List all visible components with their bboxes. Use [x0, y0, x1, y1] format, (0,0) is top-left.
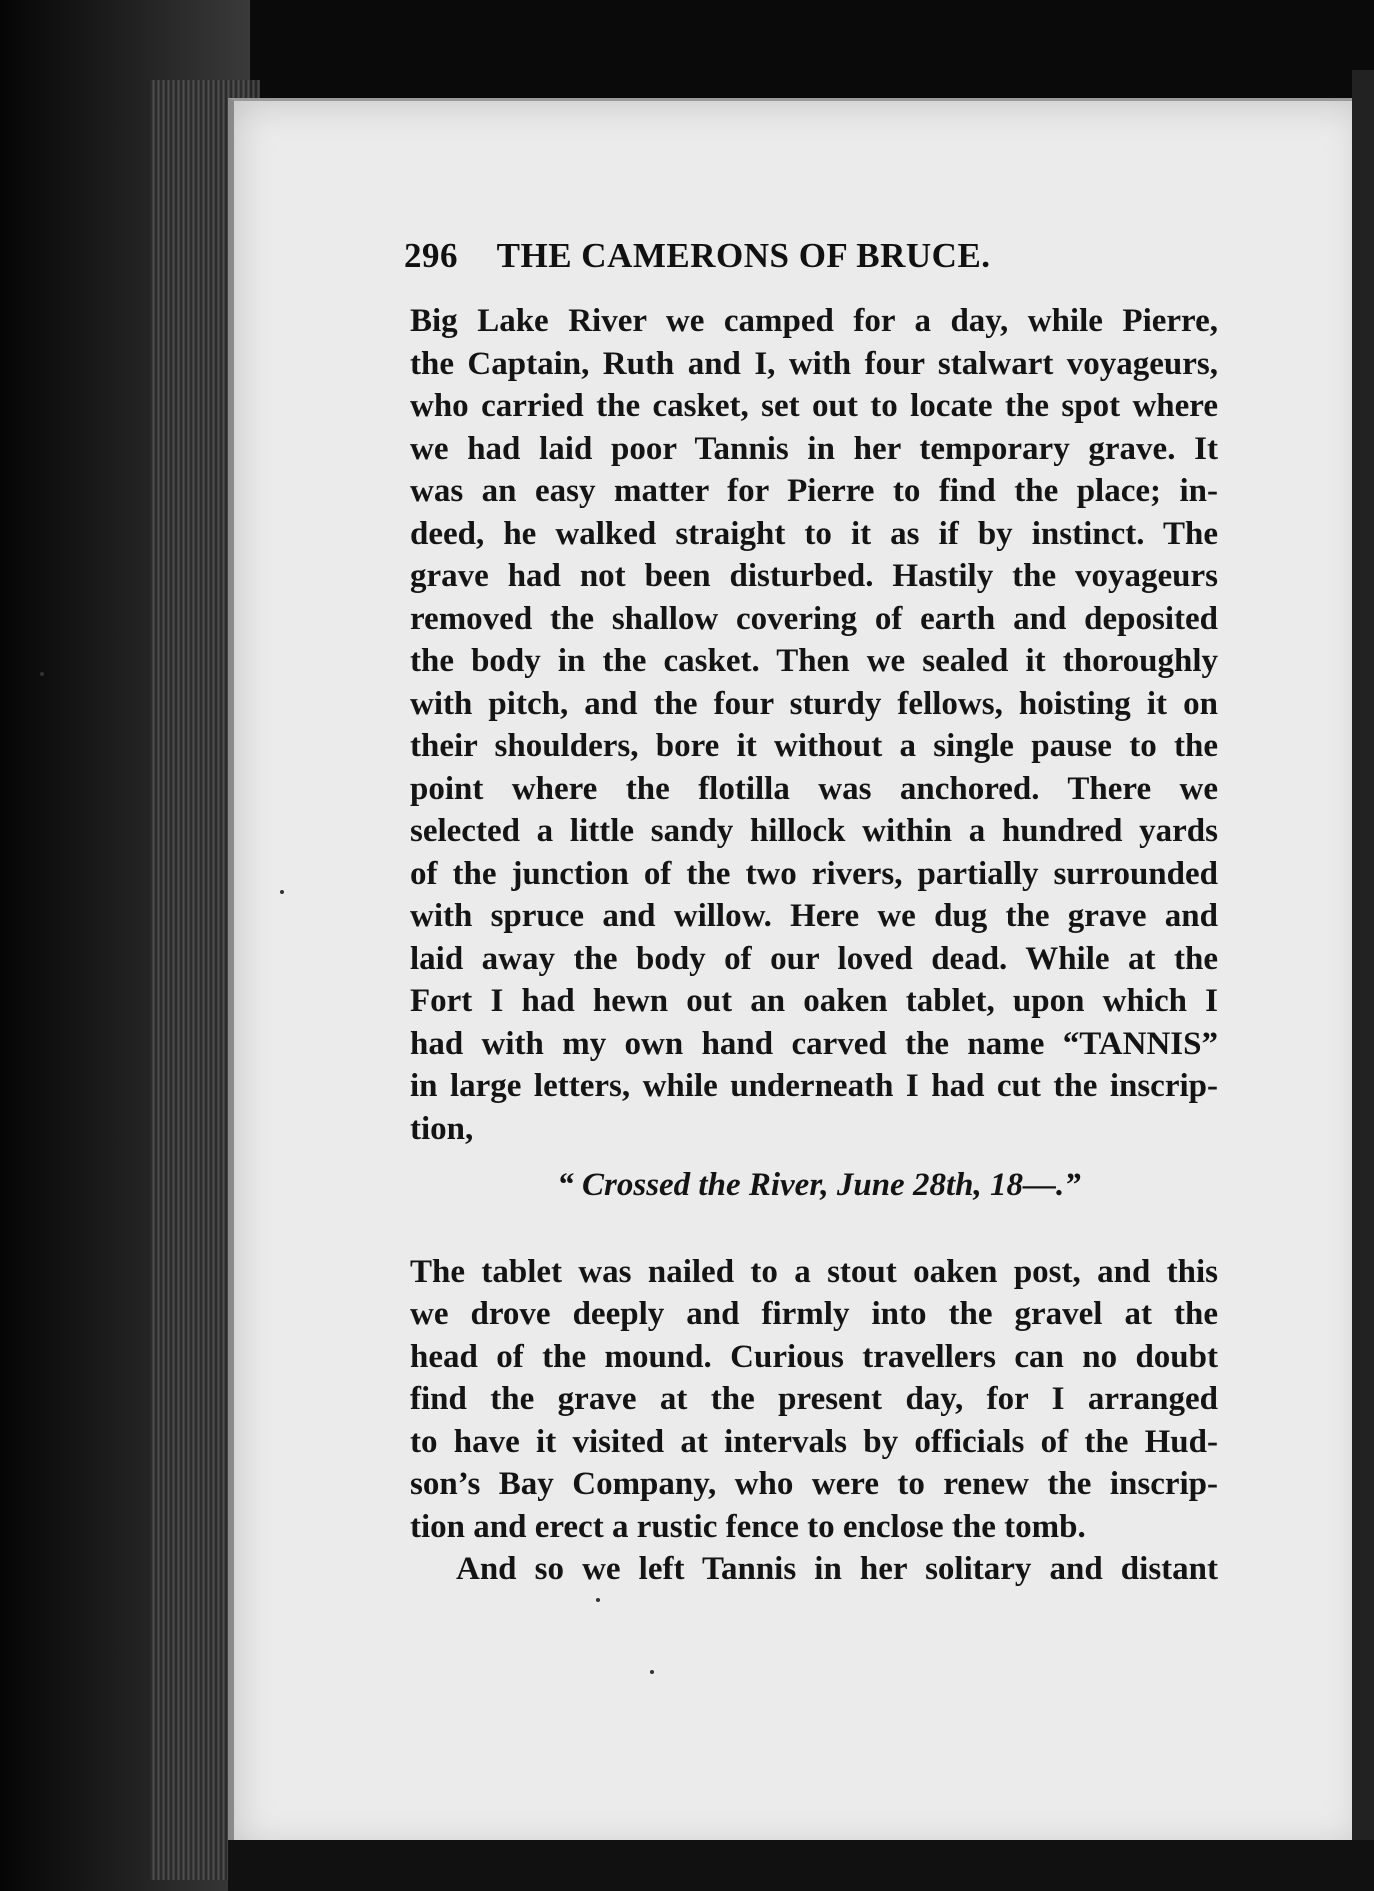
text-line: had with my own hand carved the name “TANNIS” [410, 1025, 1218, 1062]
text-line: grave had not been disturbed. Hastily the voyageurs [410, 558, 1218, 594]
text-line: removed the shallow covering of earth and deposited [410, 600, 1218, 637]
text-line: was an easy matter for Pierre to find the place; in- [410, 473, 1218, 509]
text-line: the Captain, Ruth and I, with four stalwart voyageurs, [410, 345, 1218, 382]
text-line: Big Lake River we camped for a day, while Pierre, [410, 303, 1218, 339]
running-title: THE CAMERONS OF BRUCE. [496, 236, 991, 275]
text-line: point where the flotilla was anchored. There we [410, 770, 1218, 807]
text-line: we drove deeply and firmly into the gravel at the [410, 1296, 1218, 1332]
paragraph [410, 1251, 1218, 1549]
text-line: And so we left Tannis in her solitary and distant [456, 1551, 1218, 1587]
text-line: find the grave at the present day, for I arranged [410, 1381, 1218, 1417]
speck [280, 890, 284, 894]
speck [650, 1670, 654, 1674]
text-line: deed, he walked straight to it as if by instinct. The [410, 515, 1218, 552]
text-line: in large letters, while underneath I had cut the inscrip- [410, 1068, 1218, 1104]
text-line: The tablet was nailed to a stout oaken post, and this [410, 1253, 1218, 1290]
text-line: who carried the casket, set out to locate the spot where [410, 388, 1218, 424]
speck [40, 672, 44, 676]
bottom-edge-shadow [228, 1840, 1374, 1891]
text-line: son’s Bay Company, who were to renew the inscrip- [410, 1466, 1218, 1502]
running-header [404, 236, 1204, 276]
text-line: selected a little sandy hillock within a hundred yards [410, 813, 1218, 849]
text-line: the body in the casket. Then we sealed it thoroughly [410, 643, 1218, 679]
inscription: “ Crossed the River, June 28th, 18—.” [557, 1167, 1081, 1203]
text-line: with pitch, and the four sturdy fellows, hoisting it on [410, 685, 1218, 722]
text-line: of the junction of the two rivers, partially surrounded [410, 855, 1218, 892]
text-line: their shoulders, bore it without a single pause to the [410, 728, 1218, 764]
text-line: to have it visited at intervals by officials of the Hud- [410, 1423, 1218, 1460]
text-line: with spruce and willow. Here we dug the grave and [410, 898, 1218, 934]
right-edge-shadow [1352, 70, 1374, 1860]
body-text [410, 300, 1218, 1591]
text-line: tion and erect a rustic fence to enclose the tomb. [410, 1508, 1086, 1545]
page-number: 296 [404, 236, 458, 275]
paragraph [410, 300, 1218, 1150]
text-line: head of the mound. Curious travellers can no doubt [410, 1338, 1218, 1375]
speck [596, 1598, 600, 1602]
paragraph [410, 1548, 1218, 1591]
text-line: Fort I had hewn out an oaken tablet, upon which I [410, 983, 1218, 1019]
text-line: tion, [410, 1110, 474, 1147]
text-line: we had laid poor Tannis in her temporary grave. It [410, 430, 1218, 467]
text-line: laid away the body of our loved dead. While at the [410, 940, 1218, 977]
